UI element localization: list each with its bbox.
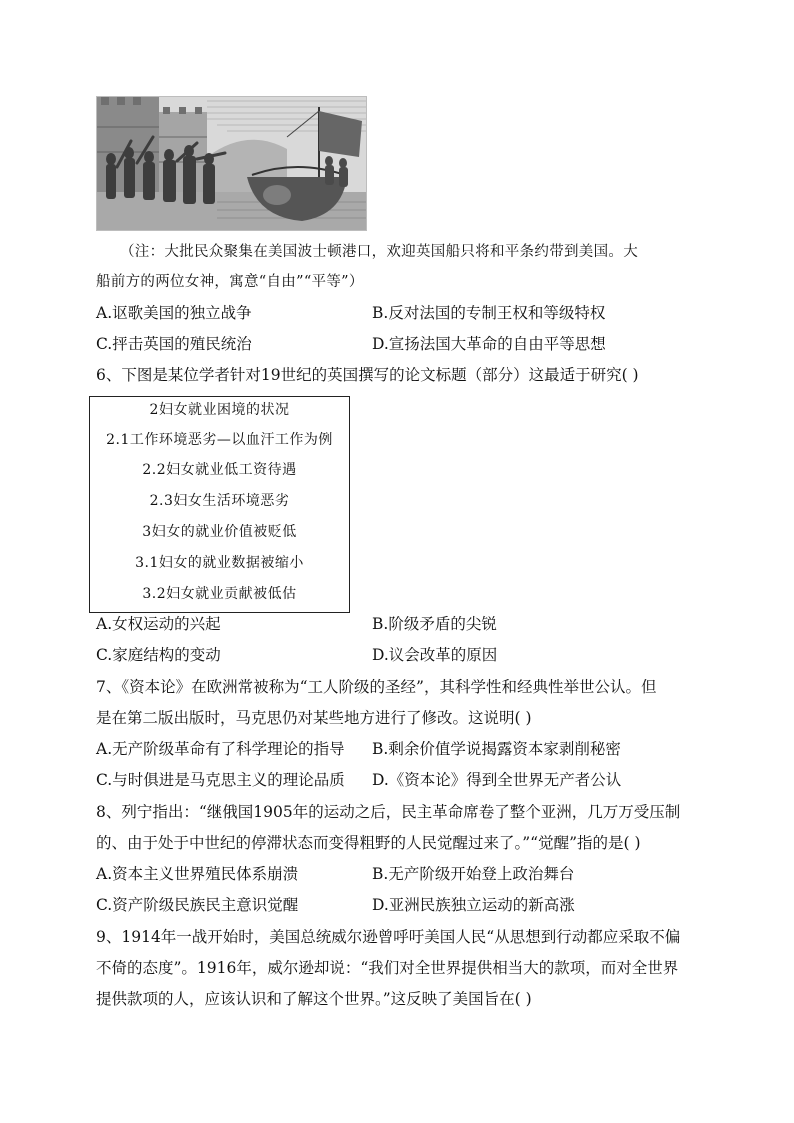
q8-stem-line-2: 的、由于处于中世纪的停滞状态而变得粗野的人民觉醒过来了。”“觉醒”指的是( ) — [96, 834, 641, 852]
q5-option-d: D.宣扬法国大革命的自由平等思想 — [372, 335, 606, 353]
outline-heading-3: 3妇女的就业价值被贬低 — [142, 524, 297, 540]
outline-heading-2-3: 2.3妇女生活环境恶劣 — [149, 493, 290, 509]
q7-option-a: A.无产阶级革命有了科学理论的指导 — [96, 740, 345, 758]
outline-heading-2-2: 2.2妇女就业低工资待遇 — [142, 462, 297, 478]
q5-option-b: B.反对法国的专制王权和等级特权 — [372, 304, 606, 322]
q7-stem-line-1: 7、《资本论》在欧洲常被称为“工人阶级的圣经”，其科学性和经典性举世公认。但 — [96, 678, 657, 696]
q9-stem-line-2: 不倚的态度”。1916年，威尔逊却说：“我们对全世界提供相当大的款项，而对全世界 — [96, 959, 679, 977]
q7-option-c: C.与时俱进是马克思主义的理论品质 — [96, 771, 345, 789]
q8-option-c: C.资产阶级民族民主意识觉醒 — [96, 896, 299, 914]
outline-heading-3-2: 3.2妇女就业贡献被低估 — [142, 586, 297, 602]
outline-heading-2-1: 2.1工作环境恶劣—以血汗工作为例 — [106, 432, 333, 448]
q9-stem-line-3: 提供款项的人，应该认识和了解这个世界。”这反映了美国旨在( ) — [96, 990, 532, 1008]
q6-stem: 6、下图是某位学者针对19世纪的英国撰写的论文标题（部分）这最适于研究( ) — [96, 366, 639, 384]
q7-option-d: D.《资本论》得到全世界无产者公认 — [372, 771, 622, 789]
historical-engraving-image — [96, 96, 367, 231]
q5-option-a: A.讴歌美国的独立战争 — [96, 304, 252, 322]
q7-option-b: B.剩余价值学说揭露资本家剥削秘密 — [372, 740, 621, 758]
outline-heading-3-1: 3.1妇女的就业数据被缩小 — [135, 555, 304, 571]
image-caption-line-1: （注：大批民众聚集在美国波士顿港口，欢迎英国船只将和平条约带到美国。大 — [120, 244, 638, 260]
q8-option-d: D.亚洲民族独立运动的新高涨 — [372, 896, 575, 914]
image-caption-line-2: 船前方的两位女神，寓意“自由”“平等”） — [96, 274, 364, 290]
q6-option-c: C.家庭结构的变动 — [96, 646, 221, 664]
q6-option-b: B.阶级矛盾的尖锐 — [372, 615, 497, 633]
q8-option-b: B.无产阶级开始登上政治舞台 — [372, 865, 575, 883]
thesis-outline-box — [89, 396, 350, 613]
q7-stem-line-2: 是在第二版出版时，马克思仍对某些地方进行了修改。这说明( ) — [96, 709, 532, 727]
q9-stem-line-1: 9、1914年一战开始时，美国总统威尔逊曾呼吁美国人民“从思想到行动都应采取不偏 — [96, 928, 681, 946]
q5-option-c: C.抨击英国的殖民统治 — [96, 335, 252, 353]
q8-option-a: A.资本主义世界殖民体系崩溃 — [96, 865, 299, 883]
outline-heading-2: 2妇女就业困境的状况 — [149, 402, 290, 418]
q6-option-a: A.女权运动的兴起 — [96, 615, 221, 633]
q6-option-d: D.议会改革的原因 — [372, 646, 498, 664]
q8-stem-line-1: 8、列宁指出：“继俄国1905年的运动之后，民主革命席卷了整个亚洲，几万万受压制 — [96, 803, 681, 821]
